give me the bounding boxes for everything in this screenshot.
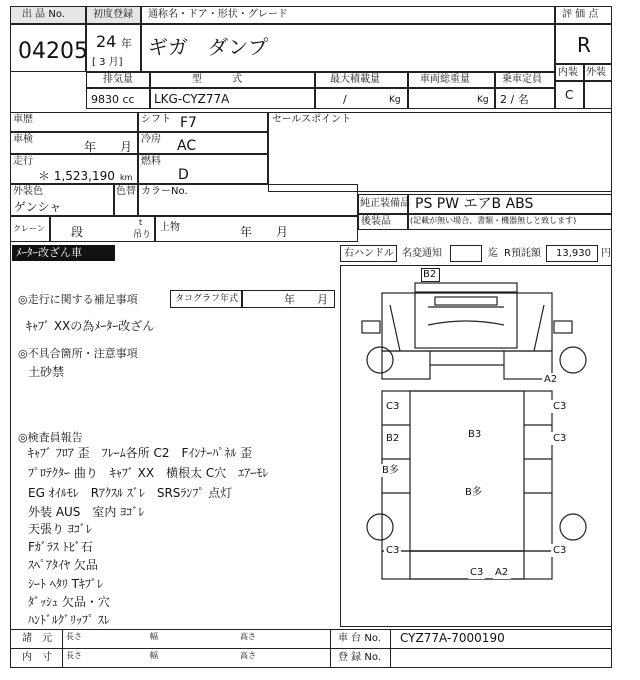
grade-label: 評 価 点 [562, 9, 599, 20]
length-label: 長さ [66, 632, 82, 641]
height-label: 高さ [240, 632, 256, 641]
length-label: 長さ [66, 651, 82, 660]
fuel-value: D [178, 167, 189, 183]
inspector-line: ｽﾍﾟｱﾀｲﾔ 欠品 [28, 558, 98, 572]
exterior-label: 外装 [586, 67, 606, 78]
shift-label: シフト [141, 114, 171, 125]
recycle-value: 13,930 [556, 248, 591, 259]
inspector-line: ｼｰﾄ ﾍﾀﾘ Tｷﾌﾞﾚ [28, 577, 103, 591]
gross-weight-unit: Kg [477, 95, 489, 105]
grade-value: R [577, 33, 591, 57]
meter-tampered-text: ﾒｰﾀｰ改ざん車 [16, 246, 82, 259]
inspector-line: ｷｬﾌﾞ ﾌﾛｱ 歪 ﾌﾚｰﾑ各所 C2 Fｲﾝﾅｰﾊﾟﾈﾙ 歪 [28, 446, 253, 460]
upper-date: 年 月 [240, 225, 289, 239]
height-label: 高さ [240, 651, 256, 660]
first-reg-year: 24 [96, 32, 117, 51]
inspector-line: ﾊﾝﾄﾞﾙｸﾞﾘｯﾌﾟ ｽﾚ [28, 613, 110, 627]
aftermarket-note: (記載が無い場合、書類・機器無しと致します) [410, 216, 577, 225]
defects-label: ◎不具合箇所・注意事項 [18, 347, 138, 360]
displacement-label: 排気量 [103, 74, 133, 85]
deadline-prefix: 迄 [488, 248, 498, 259]
driving-note: ｷｬﾌﾞ XXの為ﾒｰﾀｰ改ざん [26, 319, 155, 333]
inspector-label: ◎検査員報告 [18, 431, 83, 444]
crane-label: クレーン [13, 224, 45, 233]
damage-mark: C3 [553, 545, 567, 556]
color-code-label: カラーNo. [141, 186, 188, 197]
inspector-line: 天張り ﾖｺﾞﾚ [28, 522, 92, 536]
name-change-box [450, 245, 482, 262]
color-change-label: 色替 [116, 186, 136, 197]
inspector-line: ﾌﾟﾛﾃｸﾀｰ 曲り ｷｬﾌﾞ XX 横根太 C穴 ｴｱｰﾓﾚ [28, 466, 269, 480]
model-label: 型 式 [192, 74, 242, 85]
crane-ton: t [139, 218, 143, 227]
inspector-line: EG ｵｲﾙﾓﾚ Rｱｸｽﾙ ｽﾞﾚ SRSﾗﾝﾌﾟ 点灯 [28, 486, 233, 500]
std-equip-label: 純正装備品 [360, 198, 410, 209]
model-value: LKG-CYZ77A [154, 92, 230, 106]
width-label: 幅 [150, 651, 158, 660]
mileage-value: ＊ 1,523,190 [38, 169, 115, 183]
first-reg-year-unit: 年 [121, 37, 132, 50]
recycle-label: R預託額 [504, 248, 541, 259]
capacity-value: 2 / 名 [500, 93, 529, 106]
inspection-label: 車検 [13, 134, 33, 145]
interior-dims-label: 内 寸 [22, 652, 52, 663]
interior-label: 内装 [558, 67, 578, 78]
first-reg-label: 初度登録 [93, 9, 133, 20]
damage-mark: C3 [386, 545, 400, 556]
damage-mark: B多 [382, 465, 399, 476]
max-load-label: 最大積載量 [330, 74, 380, 85]
inspector-line: Fｶﾞﾗｽ ﾄﾋﾞ石 [28, 540, 93, 554]
chassis-number: CYZ77A-7000190 [400, 631, 505, 645]
driving-remarks-label: ◎走行に関する補足事項 [18, 293, 138, 306]
inspection-value: 年 月 [84, 140, 133, 154]
aftermarket-label: 後装品 [361, 216, 391, 227]
capacity-label: 乗車定員 [502, 74, 542, 85]
damage-mark: C3 [553, 433, 567, 444]
tacho-label: タコグラフ年式 [175, 294, 239, 304]
first-reg-month: [ 3 月] [92, 57, 123, 68]
car-name: ギガ ダンプ [148, 35, 269, 59]
inspector-line: ﾀﾞｯｼｭ 欠品・穴 [28, 595, 110, 609]
upper-label: 上物 [160, 222, 180, 233]
damage-mark: B2 [386, 433, 400, 444]
recycle-unit: 円 [601, 248, 611, 259]
ext-color-value: ゲンシャ [14, 200, 62, 214]
defects-note: 土砂禁 [28, 365, 65, 379]
std-equip-value: PS PW エアB ABS [415, 196, 534, 212]
dims-label: 諸 元 [22, 633, 52, 644]
mileage-unit: km [120, 173, 133, 182]
ac-label: 冷房 [141, 134, 161, 145]
tacho-value: 年 月 [284, 293, 328, 306]
exterior-grade-cell [584, 81, 612, 109]
crane-stage: 段 [71, 225, 84, 239]
damage-mark: B多 [465, 487, 482, 498]
history-label: 車歴 [13, 114, 33, 125]
damage-mark: B3 [468, 429, 482, 440]
shift-value: F7 [180, 115, 197, 131]
damage-mark: C3 [553, 401, 567, 412]
registration-label: 登 録 No. [338, 652, 381, 663]
right-handle-label: 右ハンドル [344, 248, 394, 259]
mileage-label: 走行 [13, 156, 33, 167]
sales-point-label: セールスポイント [272, 114, 352, 125]
name-change-label: 名変通知 [402, 248, 442, 259]
max-load-value: / [343, 93, 347, 106]
car-name-label: 通称名・ドア・形状・グレード [148, 9, 288, 20]
damage-mark: A2 [495, 567, 509, 578]
lot-label: 出 品 No. [22, 9, 65, 20]
damage-mark: B2 [423, 269, 437, 280]
chassis-label: 車 台 No. [338, 633, 381, 644]
max-load-unit: Kg [389, 95, 401, 105]
fuel-label: 燃料 [141, 156, 161, 167]
damage-mark: C3 [470, 567, 484, 578]
displacement-value: 9830 cc [91, 93, 135, 106]
interior-grade: C [565, 88, 574, 102]
damage-mark: C3 [386, 401, 400, 412]
damage-mark: A2 [544, 374, 558, 385]
ac-value: AC [177, 138, 197, 154]
inspector-line: 外装 AUS 室内 ﾖｺﾞﾚ [28, 505, 145, 519]
width-label: 幅 [150, 632, 158, 641]
crane-lift: 吊り [133, 230, 152, 240]
ext-color-label: 外装色 [13, 186, 43, 197]
gross-weight-label: 車両総重量 [420, 74, 470, 85]
lot-number: 04205 [18, 39, 88, 64]
